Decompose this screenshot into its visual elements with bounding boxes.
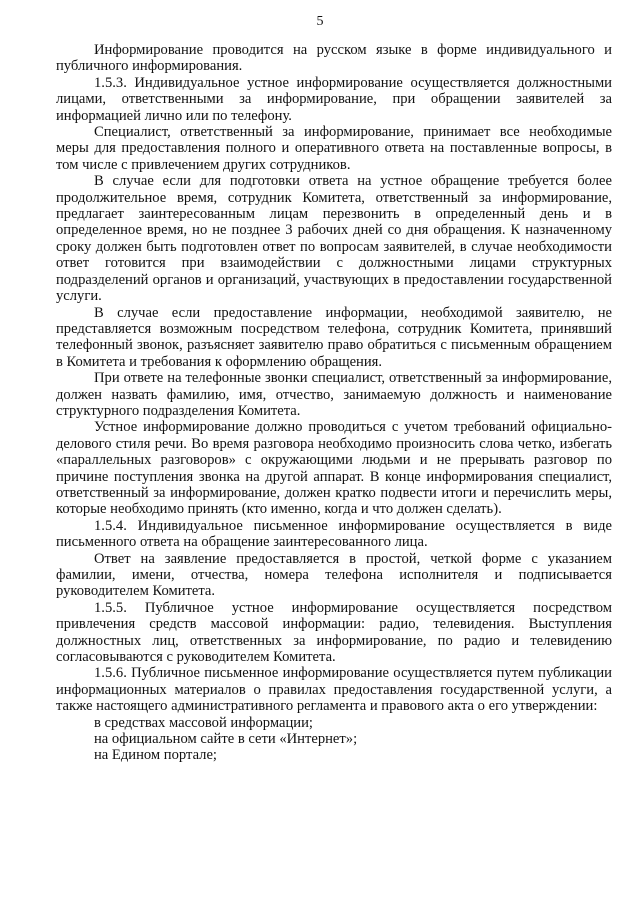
paragraph: Ответ на заявление предоставляется в простой, четкой форме с указанием фамилии, имени, отчества, номера телефона исполнителя и подписывается руководителем Комитета. [56, 550, 612, 600]
paragraph: Устное информирование должно проводиться с учетом требований официально-делового стиля речи. Во время разговора необходимо произносить слова четко, избегать «параллельных разговоров» с окружающими людьми и не прерывать разговор по причине поступления звонка на другой аппарат. В конце информирования специалист, ответственный за информирование, должен кратко подвести итоги и перечислить меры, которые необходимо принять (кто именно, когда и что должен сделать). [56, 419, 612, 518]
document-body [56, 42, 612, 764]
paragraph: Информирование проводится на русском языке в форме индивидуального и публичного информирования. [56, 42, 612, 75]
list-item: в средствах массовой информации; [94, 714, 313, 731]
paragraph: 1.5.5. Публичное устное информирование осуществляется посредством привлечения средств массовой информации: радио, телевидения. Выступления должностных лиц, ответственных за информирование, по радио и телевидению согласовываются с руководителем Комитета. [56, 599, 612, 666]
page-number: 5 [316, 14, 324, 29]
list-item: на Едином портале; [94, 747, 217, 764]
list-item: на официальном сайте в сети «Интернет»; [94, 731, 358, 748]
paragraph: При ответе на телефонные звонки специалист, ответственный за информирование, должен назвать фамилию, имя, отчество, занимаемую должность и наименование структурного подразделения Комитета. [56, 370, 612, 419]
paragraph: Специалист, ответственный за информирование, принимает все необходимые меры для предоставления полного и оперативного ответа на поставленные вопросы, в том числе с привлечением других сотрудников. [56, 124, 612, 173]
paragraph: 1.5.3. Индивидуальное устное информирование осуществляется должностными лицами, ответственными за информирование, при обращении заявителей за информацией лично или по телефону. [56, 74, 612, 124]
paragraph: 1.5.6. Публичное письменное информирование осуществляется путем публикации информационных материалов о правилах предоставления государственной услуги, а также настоящего административного регламента и правового акта о его утверждении: [56, 665, 612, 715]
paragraph: В случае если предоставление информации, необходимой заявителю, не представляется возможным посредством телефона, сотрудник Комитета, принявший телефонный звонок, разъясняет заявителю право обратиться с письменным обращением в Комитета и требования к оформлению обращения. [56, 304, 612, 370]
paragraph: 1.5.4. Индивидуальное письменное информирование осуществляется в виде письменного ответа на обращение заинтересованного лица. [56, 517, 612, 551]
paragraph: В случае если для подготовки ответа на устное обращение требуется более продолжительное время, сотрудник Комитета, ответственный за информирование, предлагает заинтересованным лицам перезвонить в определенный день и в определенное время, но не позднее 3 рабочих дней со дня обращения. К назначенному сроку должен быть подготовлен ответ по вопросам заявителей, в случае необходимости ответ готовится при взаимодействии с должностными лицами структурных подразделений органов и организаций, участвующих в предоставлении государственной услуги. [56, 173, 612, 305]
